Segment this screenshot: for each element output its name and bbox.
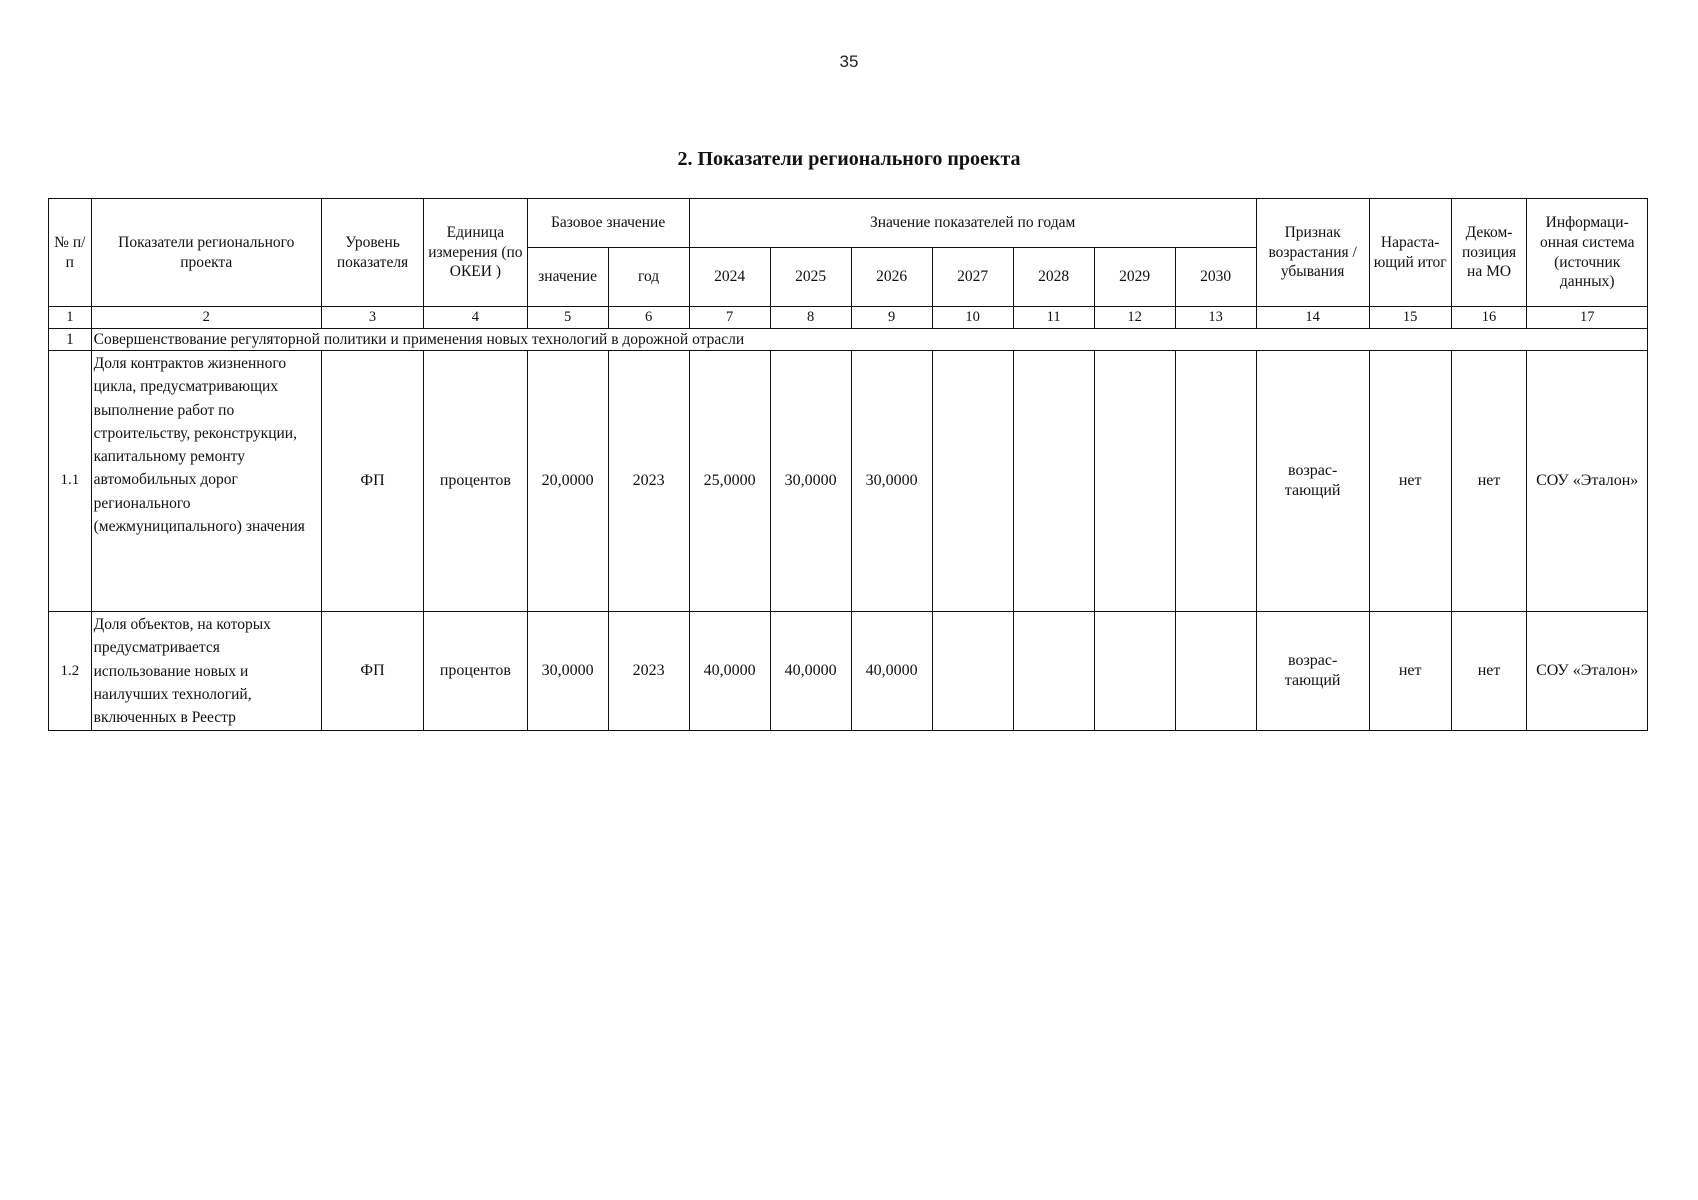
- row-year-value: 25,0000: [689, 351, 770, 612]
- column-number: 10: [932, 307, 1013, 329]
- header-level: Уровень показателя: [321, 199, 423, 307]
- row-year-value: 40,0000: [770, 612, 851, 731]
- document-title: 2. Показатели регионального проекта: [677, 148, 1021, 170]
- row-num: 1.2: [49, 612, 92, 731]
- row-decomposition: нет: [1451, 351, 1527, 612]
- row-year-value: 30,0000: [770, 351, 851, 612]
- row-info-system: СОУ «Эталон»: [1527, 612, 1648, 731]
- row-indicator: Доля объектов, на которых предусматривается использование новых и наилучших технологий, включенных в Реестр: [91, 612, 321, 731]
- header-num: № п/п: [49, 199, 92, 307]
- row-year-value: [1013, 612, 1094, 731]
- header-info-system: Информаци- онная система (источник данных): [1527, 199, 1648, 307]
- row-year-value: [1175, 351, 1256, 612]
- table-row: [49, 612, 1648, 731]
- section-num: 1: [49, 329, 92, 351]
- row-decomposition: нет: [1451, 612, 1527, 731]
- column-number: 13: [1175, 307, 1256, 329]
- header-base-year: год: [608, 248, 689, 307]
- row-base-year: 2023: [608, 351, 689, 612]
- row-unit: процентов: [424, 351, 527, 612]
- column-number: 7: [689, 307, 770, 329]
- column-number: 17: [1527, 307, 1648, 329]
- section-row: [49, 329, 1648, 351]
- page-number: 35: [839, 52, 859, 71]
- column-number: 15: [1369, 307, 1451, 329]
- header-year: 2026: [851, 248, 932, 307]
- column-number: 12: [1094, 307, 1175, 329]
- row-year-value: [1175, 612, 1256, 731]
- section-title: Совершенствование регуляторной политики и применения новых технологий в дорожной отрасли: [91, 329, 1647, 351]
- row-year-value: [1094, 612, 1175, 731]
- header-base-value-group: Базовое значение: [527, 199, 689, 248]
- column-number: 16: [1451, 307, 1527, 329]
- row-cumulative: нет: [1369, 351, 1451, 612]
- column-number: 14: [1256, 307, 1369, 329]
- header-year: 2029: [1094, 248, 1175, 307]
- column-number: 5: [527, 307, 608, 329]
- header-sign: Признак возрастания / убывания: [1256, 199, 1369, 307]
- header-year: 2028: [1013, 248, 1094, 307]
- column-number-row: [49, 307, 1648, 329]
- row-year-value: 40,0000: [851, 612, 932, 731]
- header-indicator: Показатели регионального проекта: [91, 199, 321, 307]
- header-decomposition: Деком- позиция на МО: [1451, 199, 1527, 307]
- row-base-value: 20,0000: [527, 351, 608, 612]
- header-year: 2027: [932, 248, 1013, 307]
- column-number: 9: [851, 307, 932, 329]
- row-year-value: [1094, 351, 1175, 612]
- column-number: 8: [770, 307, 851, 329]
- header-years-group: Значение показателей по годам: [689, 199, 1256, 248]
- column-number: 4: [424, 307, 527, 329]
- table-row: [49, 351, 1648, 612]
- header-year: 2024: [689, 248, 770, 307]
- indicators-table: [48, 198, 1648, 731]
- row-year-value: [1013, 351, 1094, 612]
- row-sign: возрас- тающий: [1256, 612, 1369, 731]
- column-number: 3: [321, 307, 423, 329]
- row-year-value: 40,0000: [689, 612, 770, 731]
- column-number: 6: [608, 307, 689, 329]
- column-number: 2: [91, 307, 321, 329]
- row-cumulative: нет: [1369, 612, 1451, 731]
- row-year-value: [932, 612, 1013, 731]
- row-unit: процентов: [424, 612, 527, 731]
- row-level: ФП: [321, 351, 423, 612]
- header-row-top: [49, 199, 1648, 248]
- row-level: ФП: [321, 612, 423, 731]
- row-num: 1.1: [49, 351, 92, 612]
- row-base-value: 30,0000: [527, 612, 608, 731]
- header-unit: Единица измерения (по ОКЕИ ): [424, 199, 527, 307]
- row-base-year: 2023: [608, 612, 689, 731]
- header-year: 2025: [770, 248, 851, 307]
- column-number: 11: [1013, 307, 1094, 329]
- row-year-value: 30,0000: [851, 351, 932, 612]
- header-base-value: значение: [527, 248, 608, 307]
- row-indicator: Доля контрактов жизненного цикла, предусматривающих выполнение работ по строительству, реконструкции, капитальному ремонту автомобильных дорог регионального (межмуниципального) значения: [91, 351, 321, 612]
- row-sign: возрас- тающий: [1256, 351, 1369, 612]
- row-year-value: [932, 351, 1013, 612]
- header-cumulative: Нараста- ющий итог: [1369, 199, 1451, 307]
- row-info-system: СОУ «Эталон»: [1527, 351, 1648, 612]
- header-year: 2030: [1175, 248, 1256, 307]
- column-number: 1: [49, 307, 92, 329]
